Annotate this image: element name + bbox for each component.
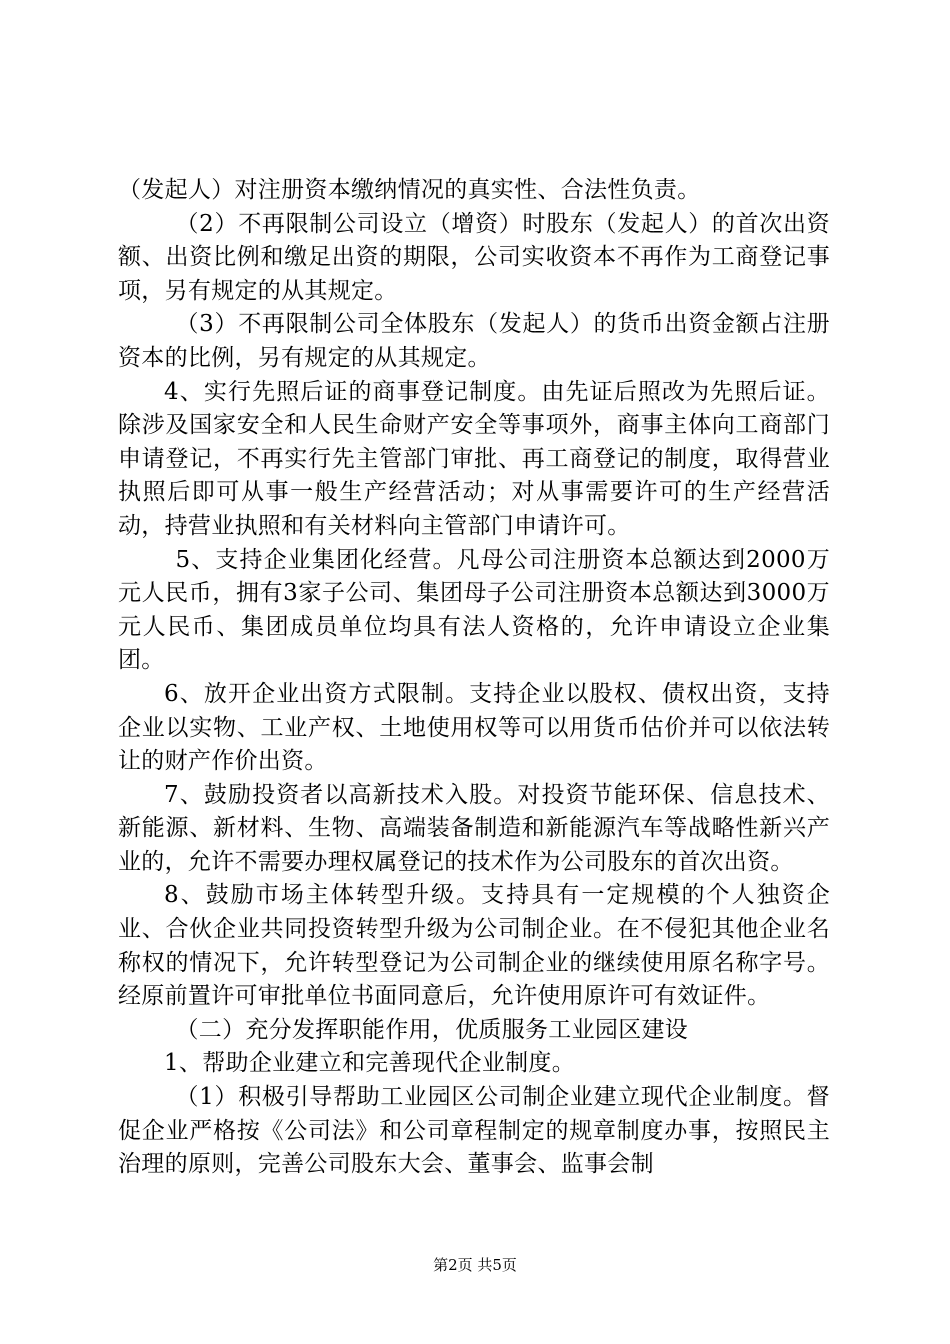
- paragraph-3: （3）不再限制公司全体股东（发起人）的货币出资金额占注册资本的比例，另有规定的从其规定。: [118, 311, 830, 371]
- document-body: [118, 174, 830, 1182]
- paragraph-10: 1、帮助企业建立和完善现代企业制度。: [164, 1050, 576, 1077]
- paragraph-2: （2）不再限制公司设立（增资）时股东（发起人）的首次出资额、出资比例和缴足出资的期限，公司实收资本不再作为工商登记事项，另有规定的从其规定。: [118, 210, 830, 304]
- paragraph-4: 4、实行先照后证的商事登记制度。由先证后照改为先照后证。除涉及国家安全和人民生命财产安全等事项外，商事主体向工商部门申请登记，不再实行先主管部门审批、再工商登记的制度，取得营业执照后即可从事一般生产经营活动；对从事需要许可的生产经营活动，持营业执照和有关材料向主管部门申请许可。: [118, 378, 830, 539]
- page-footer: 第2页 共5页: [433, 1256, 517, 1274]
- paragraph-1: （发起人）对注册资本缴纳情况的真实性、合法性负责。: [118, 177, 701, 203]
- paragraph-11: （1）积极引导帮助工业园区公司制企业建立现代企业制度。督促企业严格按《公司法》和公司章程制定的规章制度办事，按照民主治理的原则，完善公司股东大会、董事会、监事会制: [118, 1084, 830, 1178]
- paragraph-5: 5、支持企业集团化经营。凡母公司注册资本总额达到2000万元人民币，拥有3家子公司、集团母子公司注册资本总额达到3000万元人民币、集团成员单位均具有法人资格的，允许申请设立企业集团。: [118, 546, 830, 674]
- section-heading: （二）充分发挥职能作用，优质服务工业园区建设: [175, 1016, 689, 1043]
- paragraph-7: 7、鼓励投资者以高新技术入股。对投资节能环保、信息技术、新能源、新材料、生物、高端装备制造和新能源汽车等战略性新兴产业的，允许不需要办理权属登记的技术作为公司股东的首次出资。: [118, 781, 830, 875]
- paragraph-6: 6、放开企业出资方式限制。支持企业以股权、债权出资，支持企业以实物、工业产权、土地使用权等可以用货币估价并可以依法转让的财产作价出资。: [118, 680, 830, 775]
- paragraph-8: 8、鼓励市场主体转型升级。支持具有一定规模的个人独资企业、合伙企业共同投资转型升级为公司制企业。在不侵犯其他企业名称权的情况下，允许转型登记为公司制企业的继续使用原名称字号。经原前置许可审批单位书面同意后，允许使用原许可有效证件。: [118, 882, 830, 1010]
